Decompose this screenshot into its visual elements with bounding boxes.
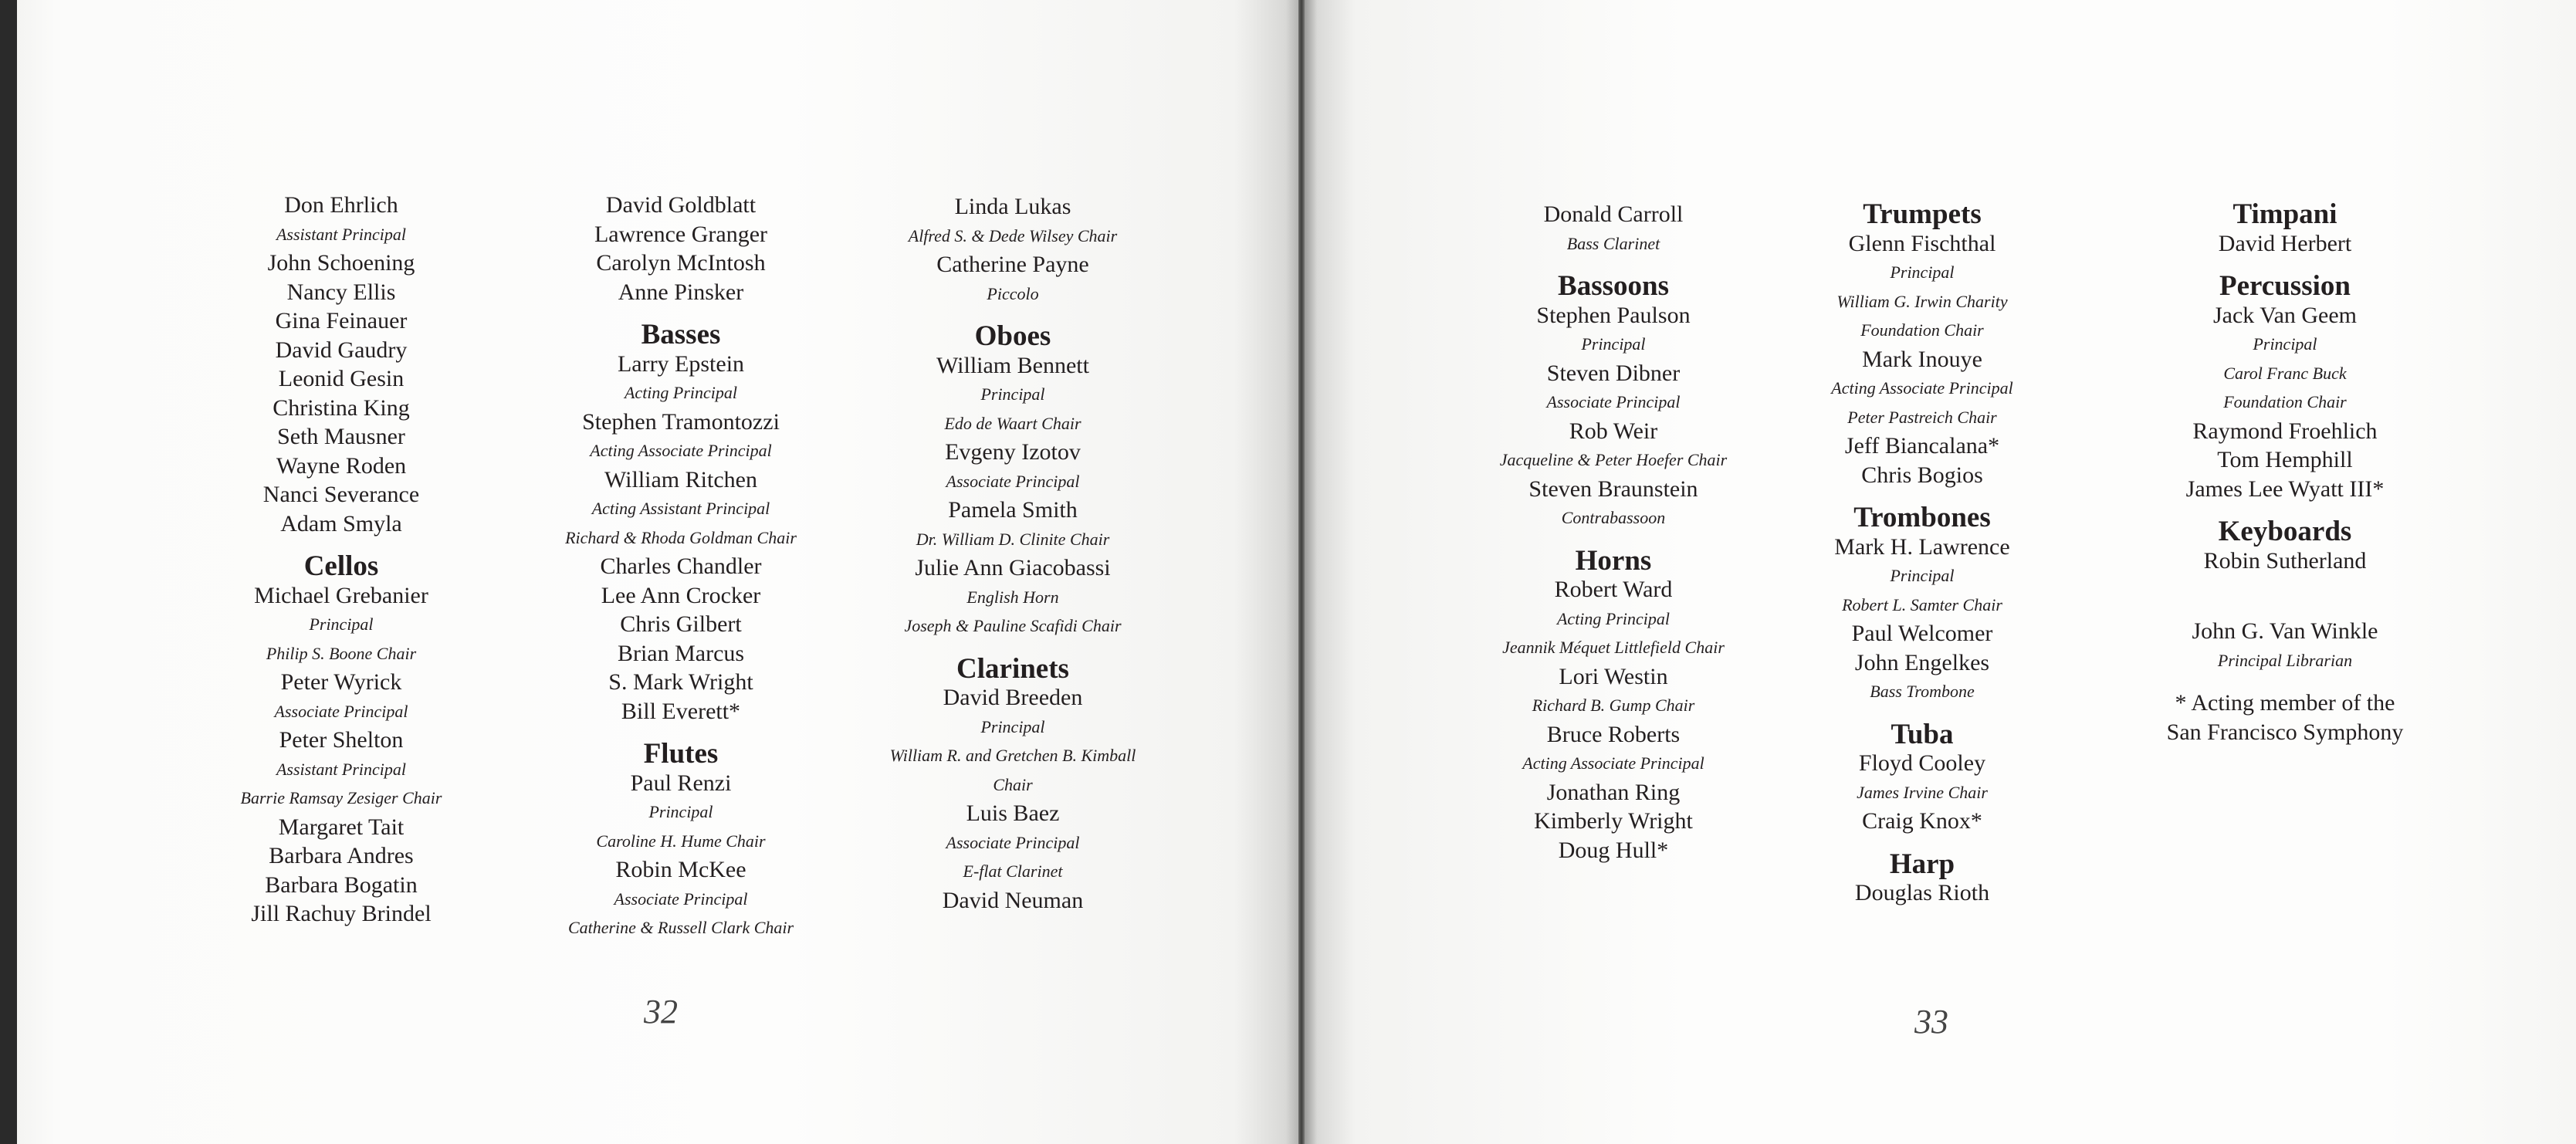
musician-role: Robert L. Samter Chair <box>1842 594 2002 614</box>
musician-name: Catherine Payne <box>936 252 1089 277</box>
musician-name: Kimberly Wright <box>1534 808 1693 834</box>
musician-name: John G. Van Winkle <box>2192 618 2378 644</box>
musician-name: Linda Lukas <box>954 194 1071 219</box>
musician-role: Philip S. Boone Chair <box>266 643 417 663</box>
musician-role: James Irvine Chair <box>1857 782 1988 802</box>
section-heading: Cellos <box>303 550 379 582</box>
musician-name: William Ritchen <box>604 466 757 492</box>
section-heading: Tuba <box>1891 718 1954 750</box>
musician-role: Jeannik Méquet Littlefield Chair <box>1502 638 1725 657</box>
musician-name: San Francisco Symphony <box>2166 719 2404 745</box>
roster-column-4 <box>1444 200 1783 865</box>
musician-name: Julie Ann Giacobassi <box>915 555 1111 580</box>
section-heading: Flutes <box>643 738 719 770</box>
musician-role: Piccolo <box>987 283 1039 303</box>
musician-name: Lawrence Granger <box>594 221 768 247</box>
musician-role: Carol Franc Buck <box>2223 363 2347 383</box>
musician-name: Margaret Tait <box>278 814 405 840</box>
musician-name: Seth Mausner <box>277 424 405 449</box>
musician-role: Associate Principal <box>274 701 408 721</box>
section-heading: Oboes <box>974 320 1051 352</box>
section-spacer <box>1752 706 2092 720</box>
musician-role: Associate Principal <box>946 832 1080 852</box>
musician-role: Principal Librarian <box>2217 650 2353 670</box>
musician-name: Raymond Froehlich <box>2192 418 2378 444</box>
roster-column-1 <box>156 191 526 929</box>
musician-role: Catherine & Russell Clark Chair <box>567 918 794 937</box>
musician-name: Don Ehrlich <box>284 192 398 218</box>
musician-name: Paul Renzi <box>630 770 732 796</box>
musician-name: David Breeden <box>943 685 1083 710</box>
musician-name: Bill Everett* <box>621 698 741 724</box>
musician-name: Jeff Biancalana* <box>1844 433 2000 459</box>
section-heading: Percussion <box>2219 270 2351 302</box>
musician-role: William R. and Gretchen B. Kimball <box>889 746 1136 765</box>
page-number: 33 <box>1914 1003 1948 1041</box>
musician-name: John Engelkes <box>1854 649 1990 675</box>
musician-name: Mark Inouye <box>1862 346 1982 372</box>
section-spacer <box>2115 603 2455 617</box>
musician-name: Stephen Tramontozzi <box>582 408 780 435</box>
musician-name: John Schoening <box>267 250 415 276</box>
musician-name: Leonid Gesin <box>278 366 405 391</box>
musician-name: Brian Marcus <box>617 640 745 666</box>
musician-name: Floyd Cooley <box>1858 750 1986 776</box>
musician-role: Bass Clarinet <box>1566 233 1660 253</box>
musician-name: Carolyn McIntosh <box>596 250 766 276</box>
musician-name: Paul Welcomer <box>1851 621 1993 646</box>
musician-name: Lori Westin <box>1559 663 1668 689</box>
musician-name: Steven Dibner <box>1546 360 1681 386</box>
musician-name: David Gaudry <box>275 337 408 363</box>
page-number: 32 <box>644 993 678 1031</box>
musician-role: Foundation Chair <box>2223 392 2347 411</box>
musician-name: Chris Bogios <box>1861 462 1983 488</box>
musician-role: Principal <box>980 384 1045 404</box>
musician-name: Stephen Paulson <box>1536 302 1691 328</box>
section-heading: Horns <box>1575 544 1652 577</box>
musician-name: William Bennett <box>936 352 1089 378</box>
musician-role: Acting Principal <box>624 383 738 402</box>
musician-role: Principal <box>1581 334 1646 354</box>
musician-name: Jonathan Ring <box>1546 779 1681 805</box>
book-spine <box>1298 0 1305 1144</box>
musician-name: Peter Shelton <box>279 727 404 753</box>
musician-name: Barbara Andres <box>269 843 414 868</box>
musician-name: Chris Gilbert <box>620 611 742 637</box>
musician-role: Associate Principal <box>1546 392 1681 411</box>
musician-role: Principal <box>648 802 713 821</box>
musician-name: Lee Ann Crocker <box>601 582 761 608</box>
page-right <box>1305 0 2576 1144</box>
musician-role: William G. Irwin Charity <box>1836 291 2008 311</box>
section-spacer <box>1752 836 2092 850</box>
musician-name: S. Mark Wright <box>608 669 753 695</box>
musician-role: Richard B. Gump Chair <box>1532 696 1695 715</box>
musician-role: English Horn <box>966 587 1059 607</box>
musician-name: Rob Weir <box>1569 418 1658 444</box>
musician-name: Doug Hull* <box>1558 837 1669 863</box>
section-spacer <box>2115 575 2455 589</box>
section-heading: Timpani <box>2232 198 2337 230</box>
musician-role: Associate Principal <box>946 471 1080 491</box>
musician-role: Principal <box>309 614 374 634</box>
musician-name: Robert Ward <box>1554 577 1673 602</box>
page-left <box>17 0 1298 1144</box>
musician-name: Nancy Ellis <box>286 279 396 305</box>
musician-name: Glenn Fischthal <box>1848 230 1996 256</box>
musician-name: Robin McKee <box>615 857 746 882</box>
musician-name: Tom Hemphill <box>2217 447 2353 472</box>
musician-name: Nanci Severance <box>262 482 420 507</box>
musician-role: Acting Associate Principal <box>1831 378 2013 398</box>
musician-name: Charles Chandler <box>600 553 762 579</box>
section-heading: Basses <box>641 319 721 350</box>
musician-name: * Acting member of the <box>2175 690 2395 716</box>
musician-role: Barrie Ramsay Zesiger Chair <box>240 788 442 807</box>
section-heading: Trumpets <box>1863 198 1982 230</box>
musician-name: Mark H. Lawrence <box>1834 533 2010 560</box>
musician-role: Dr. William D. Clinite Chair <box>916 529 1110 549</box>
musician-name: Christina King <box>272 394 410 421</box>
musician-role: Acting Associate Principal <box>590 441 772 460</box>
musician-role: Richard & Rhoda Goldman Chair <box>565 527 797 547</box>
musician-role: Chair <box>993 774 1033 794</box>
section-heading: Trombones <box>1853 502 1991 533</box>
musician-name: Steven Braunstein <box>1528 476 1698 502</box>
musician-role: Acting Assistant Principal <box>591 499 770 518</box>
section-heading: Harp <box>1889 848 1955 880</box>
musician-role: Edo de Waart Chair <box>944 413 1082 433</box>
musician-role: Principal <box>980 716 1045 736</box>
musician-role: Contrabassoon <box>1561 508 1666 527</box>
roster-column-3 <box>835 192 1190 915</box>
musician-name: Jack Van Geem <box>2212 302 2358 328</box>
musician-name: Robin Sutherland <box>2203 547 2367 574</box>
musician-role: Acting Associate Principal <box>1522 753 1704 773</box>
section-spacer <box>835 641 1190 655</box>
musician-name: Pamela Smith <box>948 497 1078 523</box>
musician-role: Alfred S. & Dede Wilsey Chair <box>908 225 1118 245</box>
musician-name: Peter Wyrick <box>280 669 402 695</box>
musician-name: Bruce Roberts <box>1546 721 1681 747</box>
musician-role: Acting Principal <box>1556 608 1671 628</box>
musician-name: David Neuman <box>942 887 1084 913</box>
musician-role: E-flat Clarinet <box>963 861 1063 881</box>
musician-role: Principal <box>1890 566 1955 585</box>
musician-name: Adam Smyla <box>280 510 402 536</box>
roster-column-5 <box>1752 200 2092 908</box>
section-heading: Clarinets <box>956 652 1069 685</box>
musician-name: Craig Knox* <box>1862 808 1982 834</box>
musician-role: Assistant Principal <box>276 759 407 779</box>
musician-name: Jill Rachuy Brindel <box>251 901 432 926</box>
roster-column-2 <box>511 191 851 943</box>
section-heading: Keyboards <box>2218 516 2352 547</box>
musician-name: Larry Epstein <box>617 350 745 377</box>
musician-name: Michael Grebanier <box>254 582 428 608</box>
musician-role: Assistant Principal <box>276 224 407 244</box>
musician-name: Luis Baez <box>966 800 1060 826</box>
musician-role: Bass Trombone <box>1870 682 1975 701</box>
musician-name: Wayne Roden <box>276 452 407 479</box>
section-spacer <box>2115 589 2455 603</box>
section-heading: Bassoons <box>1558 270 1669 302</box>
musician-name: Gina Feinauer <box>275 308 408 333</box>
section-spacer <box>2115 675 2455 689</box>
musician-role: Principal <box>2253 334 2317 354</box>
roster-column-6 <box>2115 200 2455 746</box>
musician-name: David Herbert <box>2218 230 2352 256</box>
section-spacer <box>1444 533 1783 547</box>
musician-role: Principal <box>1890 262 1955 282</box>
musician-role: Associate Principal <box>614 888 748 909</box>
musician-role: Peter Pastreich Chair <box>1847 407 1997 427</box>
musician-name: Donald Carroll <box>1543 201 1684 227</box>
musician-name: David Goldblatt <box>605 192 757 218</box>
musician-name: Evgeny Izotov <box>945 439 1081 465</box>
musician-name: James Lee Wyatt III* <box>2185 476 2385 502</box>
musician-role: Joseph & Pauline Scafidi Chair <box>904 616 1122 635</box>
musician-name: Barbara Bogatin <box>265 872 418 898</box>
musician-name: Anne Pinsker <box>618 279 744 305</box>
musician-role: Foundation Chair <box>1860 320 1984 340</box>
musician-role: Caroline H. Hume Chair <box>596 831 766 851</box>
musician-name: Douglas Rioth <box>1854 880 1990 905</box>
musician-role: Jacqueline & Peter Hoefer Chair <box>1499 450 1728 469</box>
